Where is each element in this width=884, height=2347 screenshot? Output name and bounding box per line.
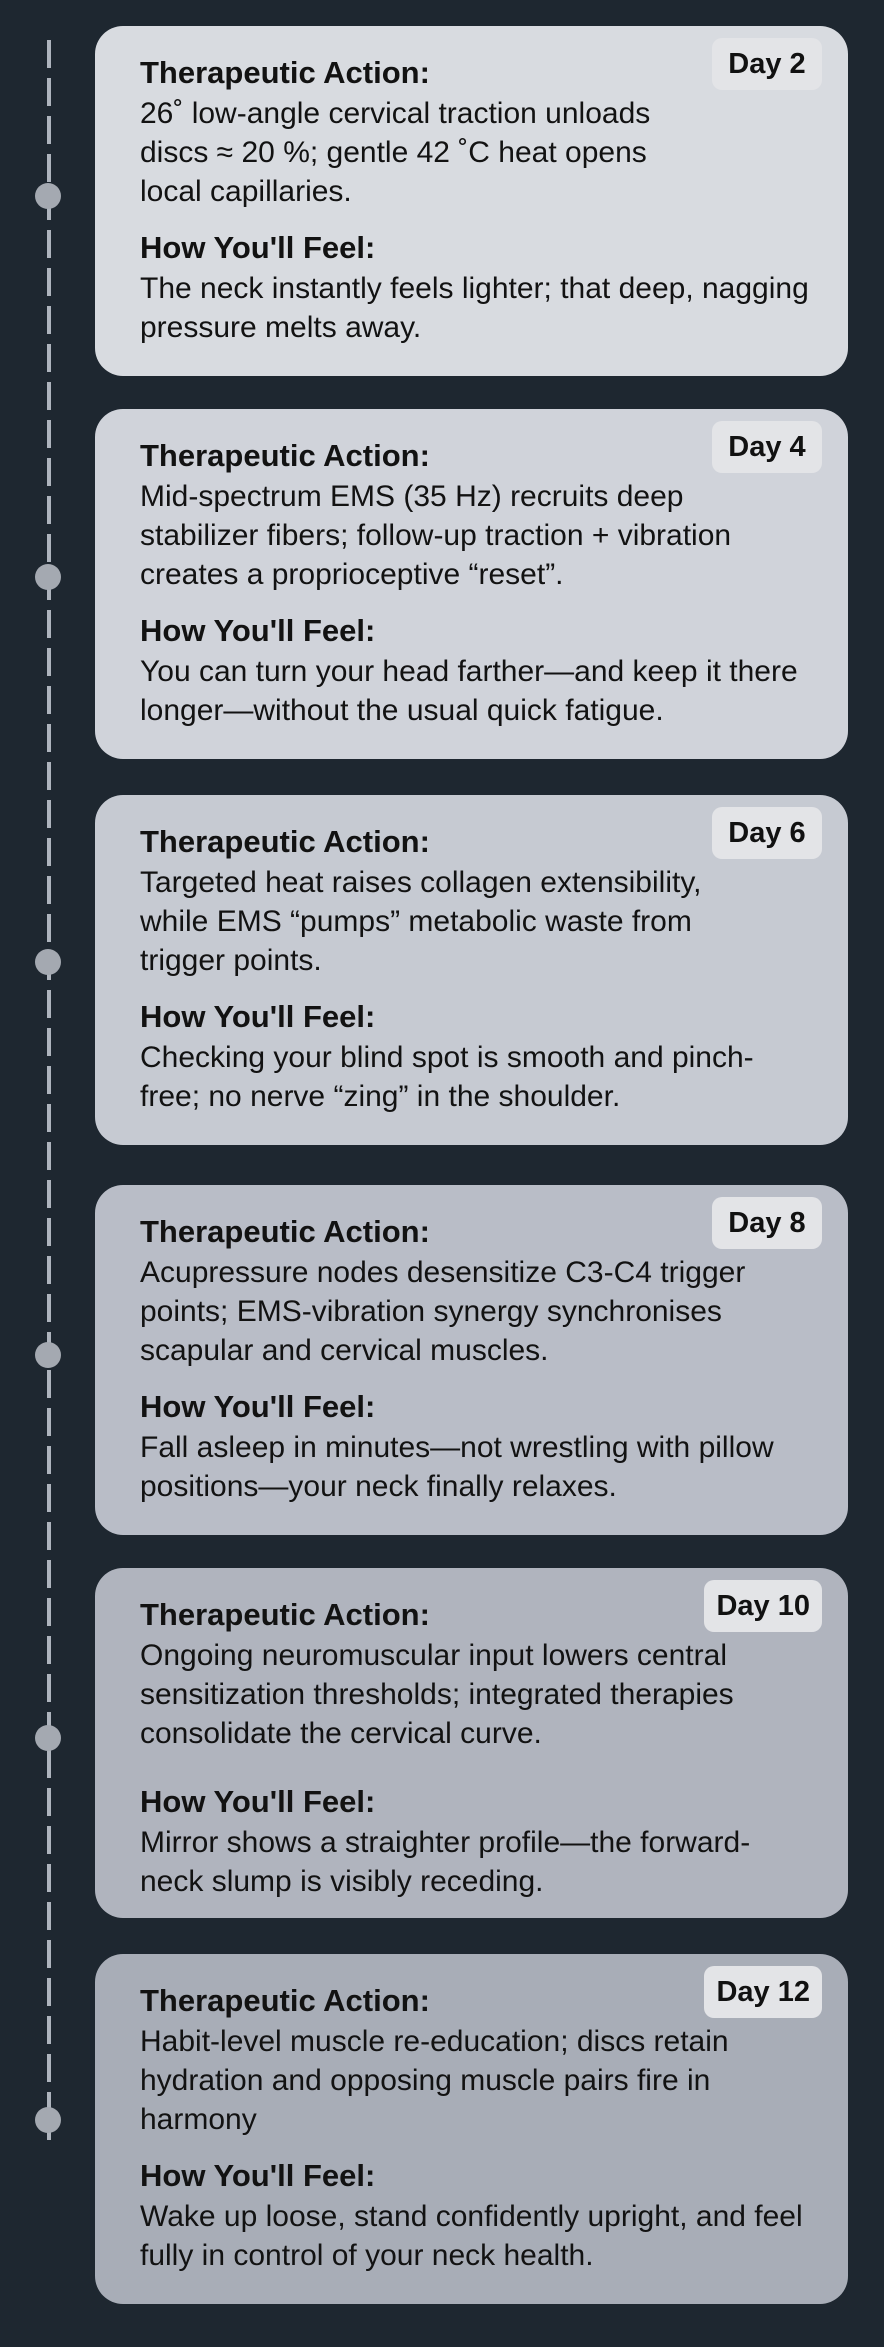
timeline-card-day-2 [95, 26, 848, 376]
therapeutic-action-text: 26˚ low-angle cervical traction unloads discs ≈ 20 %; gentle 42 ˚C heat opens local capillaries. [140, 97, 651, 208]
timeline-dot-day-10 [35, 1725, 61, 1751]
how-youll-feel-text: Checking your blind spot is smooth and pinch-free; no nerve “zing” in the shoulder. [140, 1041, 754, 1113]
how-youll-feel-text: Wake up loose, stand confidently upright, and feel fully in control of your neck health. [140, 2200, 803, 2272]
therapeutic-action-heading: Therapeutic Action: [140, 824, 430, 859]
how-youll-feel-heading: How You'll Feel: [140, 2158, 376, 2193]
timeline-dot-day-6 [35, 949, 61, 975]
timeline-card-day-8 [95, 1185, 848, 1535]
timeline-dot-day-4 [35, 564, 61, 590]
therapeutic-action-text: Mid-spectrum EMS (35 Hz) recruits deep stabilizer fibers; follow-up traction + vibration creates a proprioceptive “reset”. [140, 480, 732, 591]
therapeutic-action-text: Acupressure nodes desensitize C3-C4 trigger points; EMS-vibration synergy synchronises scapular and cervical muscles. [140, 1256, 746, 1367]
day-badge: Day 12 [704, 1966, 822, 2018]
timeline-card-day-10 [95, 1568, 848, 1918]
how-youll-feel-heading: How You'll Feel: [140, 1784, 376, 1819]
therapeutic-action-heading: Therapeutic Action: [140, 55, 430, 90]
therapeutic-action-heading: Therapeutic Action: [140, 438, 430, 473]
timeline-card-day-4 [95, 409, 848, 759]
day-badge: Day 4 [712, 421, 822, 473]
how-youll-feel-heading: How You'll Feel: [140, 230, 376, 265]
therapeutic-action-text: Habit-level muscle re-education; discs retain hydration and opposing muscle pairs fire in harmony [140, 2025, 729, 2136]
therapeutic-action-text: Targeted heat raises collagen extensibility, while EMS “pumps” metabolic waste from trigger points. [140, 866, 702, 977]
therapeutic-action-heading: Therapeutic Action: [140, 1214, 430, 1249]
therapeutic-action-heading: Therapeutic Action: [140, 1597, 430, 1632]
how-youll-feel-text: Fall asleep in minutes—not wrestling with pillow positions—your neck finally relaxes. [140, 1431, 774, 1503]
how-youll-feel-text: You can turn your head farther—and keep it there longer—without the usual quick fatigue. [140, 655, 798, 727]
timeline-dot-day-8 [35, 1342, 61, 1368]
timeline-card-day-6 [95, 795, 848, 1145]
how-youll-feel-text: Mirror shows a straighter profile—the forward-neck slump is visibly receding. [140, 1826, 751, 1898]
how-youll-feel-heading: How You'll Feel: [140, 613, 376, 648]
day-badge: Day 8 [712, 1197, 822, 1249]
how-youll-feel-heading: How You'll Feel: [140, 999, 376, 1034]
therapeutic-action-text: Ongoing neuromuscular input lowers central sensitization thresholds; integrated therapies consolidate the cervical curve. [140, 1639, 734, 1750]
timeline-dot-day-2 [35, 183, 61, 209]
day-badge: Day 10 [704, 1580, 822, 1632]
how-youll-feel-text: The neck instantly feels lighter; that deep, nagging pressure melts away. [140, 272, 809, 344]
timeline-dot-day-12 [35, 2107, 61, 2133]
timeline-card-day-12 [95, 1954, 848, 2304]
how-youll-feel-heading: How You'll Feel: [140, 1389, 376, 1424]
timeline-line [47, 40, 51, 2140]
day-badge: Day 2 [712, 38, 822, 90]
day-badge: Day 6 [712, 807, 822, 859]
therapeutic-action-heading: Therapeutic Action: [140, 1983, 430, 2018]
